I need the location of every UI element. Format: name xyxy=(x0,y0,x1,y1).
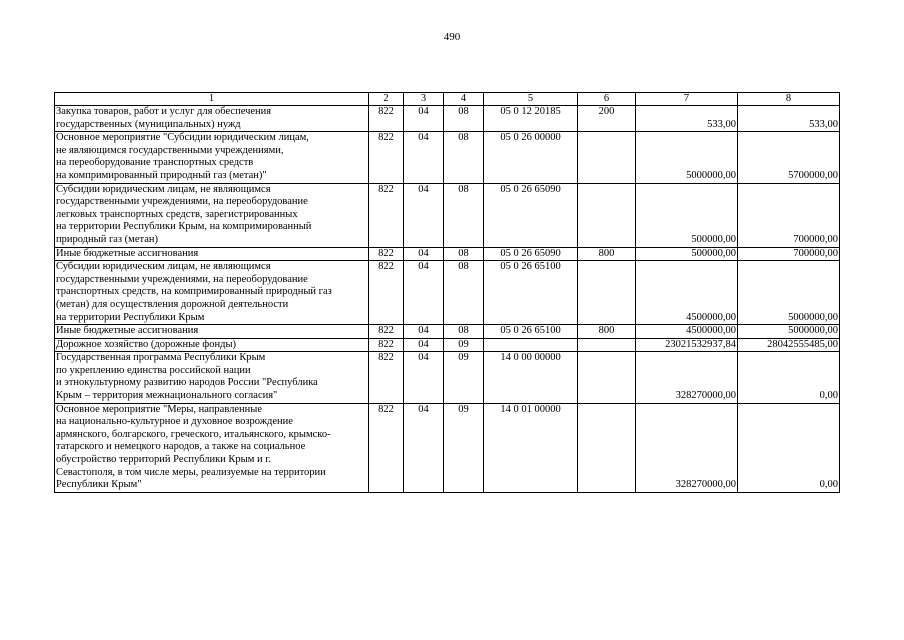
table-row xyxy=(55,403,840,492)
row-amount-col7: 23021532937,84 xyxy=(636,338,738,352)
row-code-subsection: 08 xyxy=(444,261,484,325)
table-row xyxy=(55,106,840,132)
row-expense-type xyxy=(578,338,636,352)
row-code-subsection: 08 xyxy=(444,325,484,339)
row-code-subsection: 09 xyxy=(444,403,484,492)
header-cell: 6 xyxy=(578,93,636,106)
row-target-article: 05 0 26 65100 xyxy=(484,261,578,325)
row-target-article: 05 0 26 65100 xyxy=(484,325,578,339)
row-amount-col8: 5000000,00 xyxy=(738,325,840,339)
row-code-subsection: 08 xyxy=(444,247,484,261)
row-code-ministry: 822 xyxy=(369,106,404,132)
table-header-row xyxy=(55,93,840,106)
row-code-ministry: 822 xyxy=(369,247,404,261)
row-amount-col7: 500000,00 xyxy=(636,247,738,261)
table-row xyxy=(55,247,840,261)
row-amount-col8: 700000,00 xyxy=(738,183,840,247)
header-cell: 1 xyxy=(55,93,369,106)
header-cell: 8 xyxy=(738,93,840,106)
row-expense-type: 800 xyxy=(578,247,636,261)
row-code-section: 04 xyxy=(404,132,444,183)
row-name: Государственная программа Республики Крым по укреплению единства российской нации и этнокультурному развитию народов России "Республика Крым – территория межнационального согласия" xyxy=(55,352,369,403)
row-code-ministry: 822 xyxy=(369,325,404,339)
row-code-subsection: 08 xyxy=(444,106,484,132)
row-name: Основное мероприятие "Меры, направленные на национально-культурное и духовное возрождение армянского, болгарского, греческого, итальянского, крымско- татарского и немецкого народов, а также на социальное обустройство территорий Республики Крым и г. Севастополя, в том числе меры, реализуемые на территории Республики Крым" xyxy=(55,403,369,492)
row-target-article xyxy=(484,338,578,352)
row-expense-type xyxy=(578,132,636,183)
header-cell: 5 xyxy=(484,93,578,106)
row-expense-type: 800 xyxy=(578,325,636,339)
table-row xyxy=(55,183,840,247)
row-name: Основное мероприятие "Субсидии юридическим лицам, не являющимся государственными учреждениями, на переоборудование транспортных средств на компримированный природный газ (метан)" xyxy=(55,132,369,183)
row-target-article: 05 0 26 65090 xyxy=(484,183,578,247)
row-code-subsection: 09 xyxy=(444,338,484,352)
row-name: Субсидии юридическим лицам, не являющимся государственными учреждениями, на переоборудование транспортных средств, на компримированный природный газ (метан) для осуществления дорожной деятельности на территории Республики Крым xyxy=(55,261,369,325)
table-row xyxy=(55,338,840,352)
header-cell: 2 xyxy=(369,93,404,106)
row-name: Субсидии юридическим лицам, не являющимся государственными учреждениями, на переоборудование легковых транспортных средств, зарегистрированных на территории Республики Крым, на компримированный природный газ (метан) xyxy=(55,183,369,247)
row-amount-col7: 4500000,00 xyxy=(636,325,738,339)
row-expense-type xyxy=(578,403,636,492)
row-code-section: 04 xyxy=(404,106,444,132)
row-target-article: 14 0 01 00000 xyxy=(484,403,578,492)
page-number: 490 xyxy=(443,31,461,43)
row-code-ministry: 822 xyxy=(369,132,404,183)
row-amount-col7: 533,00 xyxy=(636,106,738,132)
row-amount-col8: 533,00 xyxy=(738,106,840,132)
row-name: Закупка товаров, работ и услуг для обеспечения государственных (муниципальных) нужд xyxy=(55,106,369,132)
row-code-subsection: 09 xyxy=(444,352,484,403)
row-code-section: 04 xyxy=(404,325,444,339)
row-code-section: 04 xyxy=(404,247,444,261)
row-amount-col8: 0,00 xyxy=(738,403,840,492)
row-amount-col7: 4500000,00 xyxy=(636,261,738,325)
row-amount-col7: 328270000,00 xyxy=(636,403,738,492)
row-amount-col8: 5700000,00 xyxy=(738,132,840,183)
table-row xyxy=(55,352,840,403)
row-amount-col8: 0,00 xyxy=(738,352,840,403)
row-amount-col8: 5000000,00 xyxy=(738,261,840,325)
row-target-article: 05 0 26 00000 xyxy=(484,132,578,183)
row-target-article: 05 0 12 20185 xyxy=(484,106,578,132)
row-code-section: 04 xyxy=(404,352,444,403)
row-amount-col7: 5000000,00 xyxy=(636,132,738,183)
row-amount-col7: 328270000,00 xyxy=(636,352,738,403)
row-code-subsection: 08 xyxy=(444,183,484,247)
row-name: Дорожное хозяйство (дорожные фонды) xyxy=(55,338,369,352)
row-expense-type: 200 xyxy=(578,106,636,132)
row-amount-col7: 500000,00 xyxy=(636,183,738,247)
row-target-article: 05 0 26 65090 xyxy=(484,247,578,261)
row-amount-col8: 28042555485,00 xyxy=(738,338,840,352)
row-code-ministry: 822 xyxy=(369,338,404,352)
budget-table xyxy=(54,92,840,493)
table-row xyxy=(55,325,840,339)
row-amount-col8: 700000,00 xyxy=(738,247,840,261)
row-expense-type xyxy=(578,352,636,403)
row-code-section: 04 xyxy=(404,403,444,492)
row-code-section: 04 xyxy=(404,183,444,247)
row-code-section: 04 xyxy=(404,338,444,352)
row-code-subsection: 08 xyxy=(444,132,484,183)
header-cell: 7 xyxy=(636,93,738,106)
row-code-ministry: 822 xyxy=(369,352,404,403)
row-name: Иные бюджетные ассигнования xyxy=(55,247,369,261)
row-code-ministry: 822 xyxy=(369,403,404,492)
table-row xyxy=(55,261,840,325)
row-name: Иные бюджетные ассигнования xyxy=(55,325,369,339)
header-cell: 4 xyxy=(444,93,484,106)
row-code-ministry: 822 xyxy=(369,183,404,247)
row-expense-type xyxy=(578,183,636,247)
row-code-section: 04 xyxy=(404,261,444,325)
header-cell: 3 xyxy=(404,93,444,106)
row-target-article: 14 0 00 00000 xyxy=(484,352,578,403)
row-code-ministry: 822 xyxy=(369,261,404,325)
table-row xyxy=(55,132,840,183)
row-expense-type xyxy=(578,261,636,325)
